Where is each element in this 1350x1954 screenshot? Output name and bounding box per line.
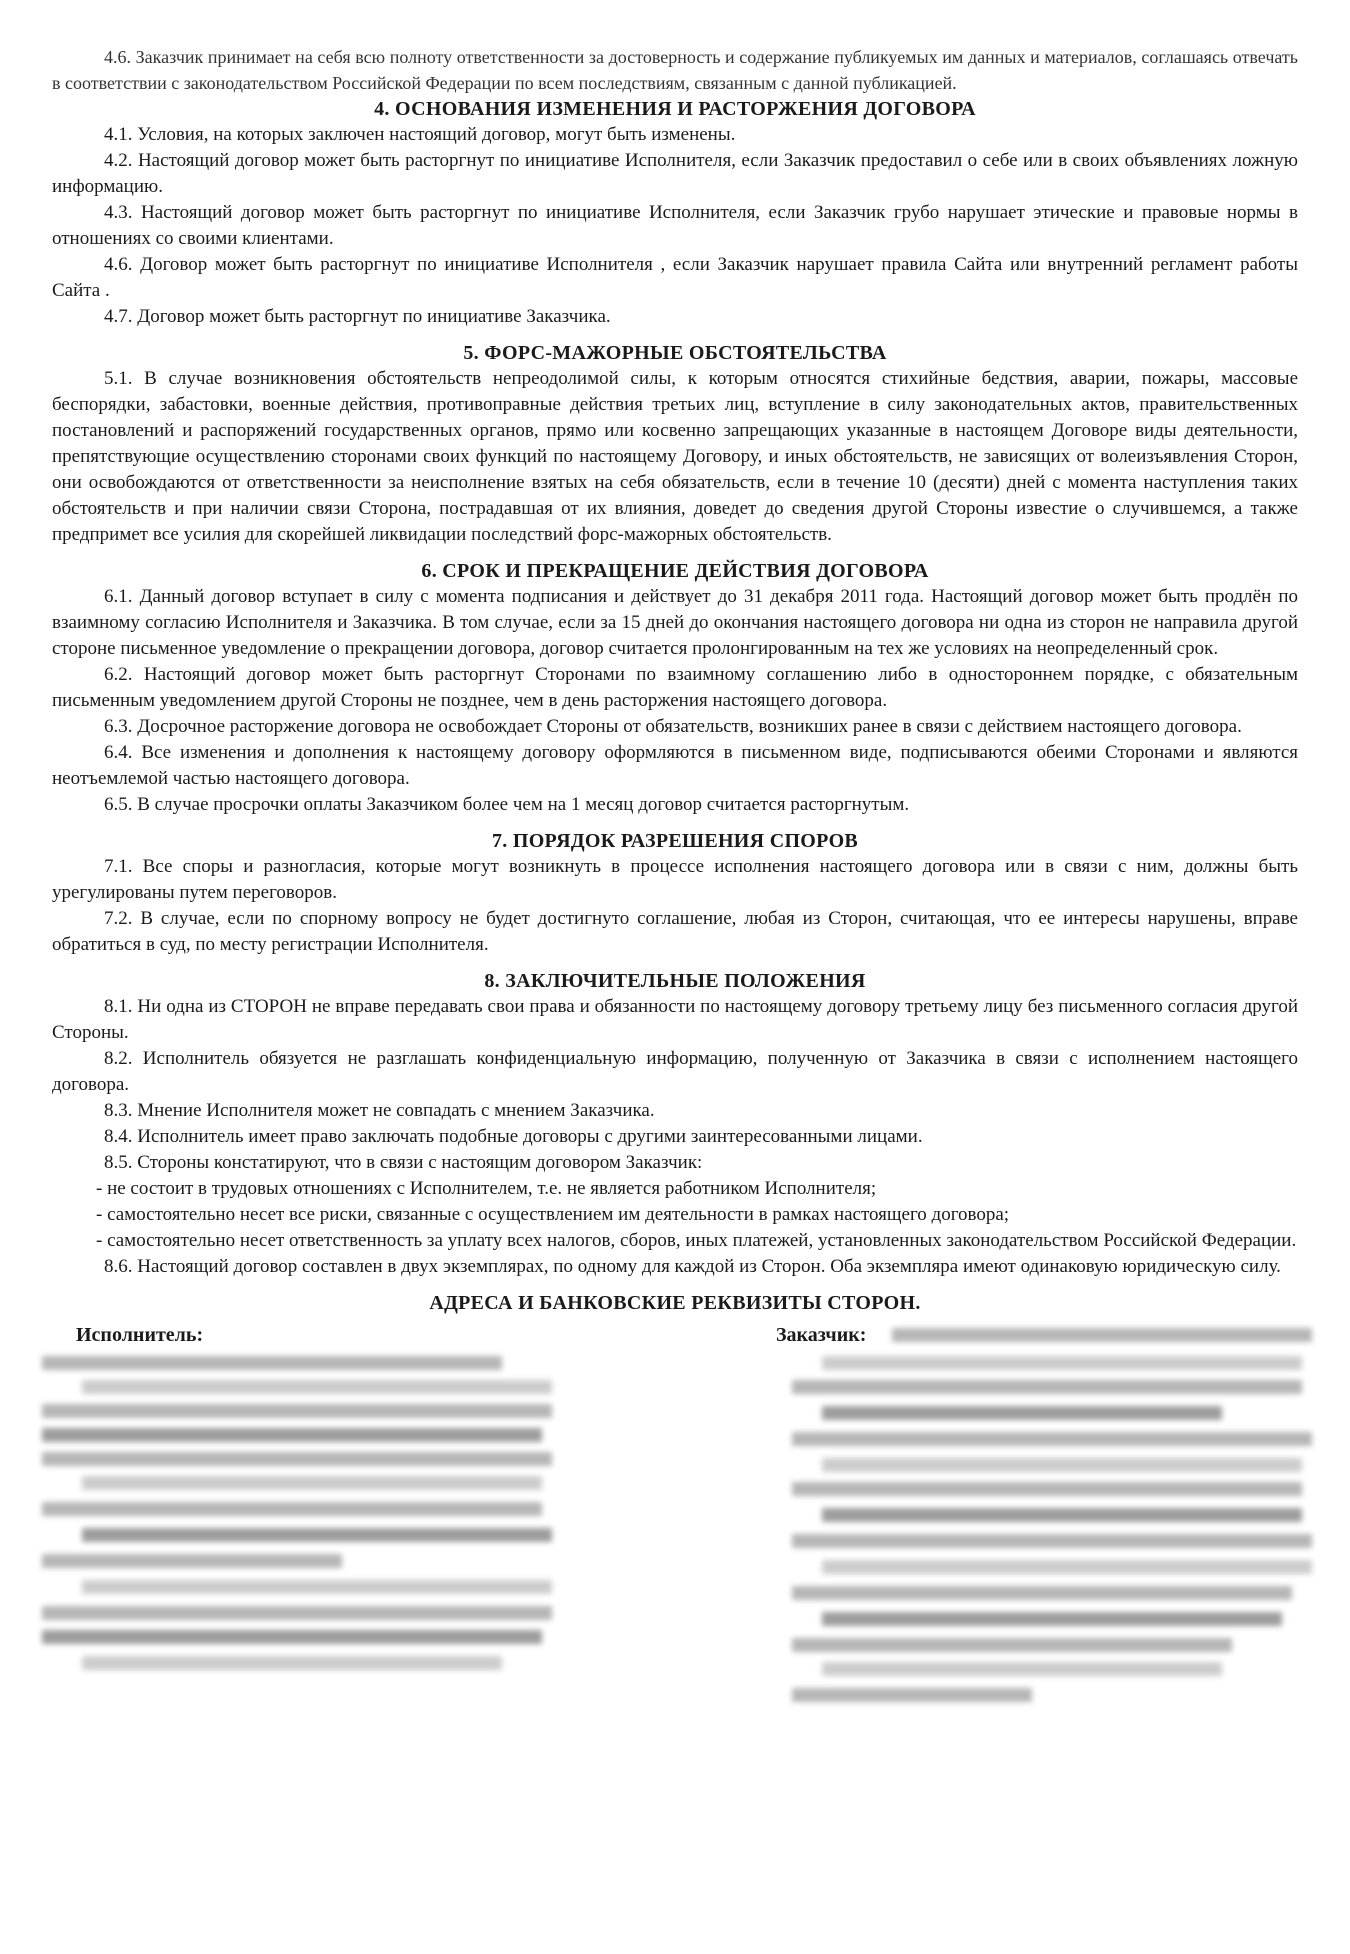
clause-6-5: 6.5. В случае просрочки оплаты Заказчиком более чем на 1 месяц договор считается расторгнутым.: [104, 794, 910, 815]
clause-4-1: 4.1. Условия, на которых заключен настоящий договор, могут быть изменены.: [104, 124, 736, 145]
customer-requisites-redacted: [672, 1322, 1350, 1792]
customer-label: Заказчик:: [776, 1324, 867, 1346]
clause-7-1: 7.1. Все споры и разногласия, которые могут возникнуть в процессе исполнения настоящего договора или в связи с ним, должны быть урегулированы путем переговоров.: [52, 856, 1298, 903]
clause-4-6-liability: 4.6. Заказчик принимает на себя всю полноту ответственности за достоверность и содержание публикуемых им данных и материалов, соглашаясь отвечать в соответствии с законодательством Российской Федерации по всем последствиям, связанным с данной публикацией.: [52, 47, 1298, 93]
clause-8-2: 8.2. Исполнитель обязуется не разглашать конфиденциальную информацию, полученную от Заказчика в связи с исполнением настоящего договора.: [52, 1048, 1298, 1095]
clause-4-3: 4.3. Настоящий договор может быть расторгнут по инициативе Исполнителя, если Заказчик грубо нарушает этические и правовые нормы в отношениях со своими клиентами.: [52, 202, 1298, 249]
section-6-title: 6. СРОК И ПРЕКРАЩЕНИЕ ДЕЙСТВИЯ ДОГОВОРА: [421, 560, 929, 582]
clause-6-4: 6.4. Все изменения и дополнения к настоящему договору оформляются в письменном виде, подписываются обеими Сторонами и являются неотъемлемой частью настоящего договора.: [52, 742, 1298, 789]
clause-8-5-item-2: - самостоятельно несет все риски, связанные с осуществлением им деятельности в рамках настоящего договора;: [96, 1204, 1010, 1225]
clause-8-4: 8.4. Исполнитель имеет право заключать подобные договоры с другими заинтересованными лицами.: [104, 1126, 923, 1147]
section-5-title: 5. ФОРС-МАЖОРНЫЕ ОБСТОЯТЕЛЬСТВА: [463, 342, 887, 364]
clause-4-6: 4.6. Договор может быть расторгнут по инициативе Исполнителя , если Заказчик нарушает правила Сайта или внутренний регламент работы Сайта .: [52, 254, 1298, 301]
clause-7-2: 7.2. В случае, если по спорному вопросу не будет достигнуто соглашение, любая из Сторон, считающая, что ее интересы нарушены, вправе обратиться в суд, по месту регистрации Исполнителя.: [52, 908, 1298, 955]
clause-8-1: 8.1. Ни одна из СТОРОН не вправе передавать свои права и обязанности по настоящему договору третьему лицу без письменного согласия другой Стороны.: [52, 996, 1298, 1043]
clause-8-5-item-3: - самостоятельно несет ответственность за уплату всех налогов, сборов, иных платежей, установленных законодательством Российской Федерации.: [96, 1230, 1297, 1251]
requisites-title: АДРЕСА И БАНКОВСКИЕ РЕКВИЗИТЫ СТОРОН.: [429, 1292, 921, 1314]
clause-4-7: 4.7. Договор может быть расторгнут по инициативе Заказчика.: [104, 306, 611, 327]
clause-8-5-item-1: - не состоит в трудовых отношениях с Исполнителем, т.е. не является работником Исполнителя;: [96, 1178, 877, 1199]
clause-6-1: 6.1. Данный договор вступает в силу с момента подписания и действует до 31 декабря 2011 года. Настоящий договор может быть продлён по взаимному согласию Исполнителя и Заказчика. В том случае, если за 15 дней до окончания настоящего договора ни одна из сторон не направила другой стороне письменное уведомление о прекращении договора, договор считается пролонгированным на тех же условиях на неопределенный срок.: [52, 586, 1298, 659]
section-8-title: 8. ЗАКЛЮЧИТЕЛЬНЫЕ ПОЛОЖЕНИЯ: [484, 970, 866, 992]
parties-requisites: [52, 1322, 1298, 1792]
clause-8-5: 8.5. Стороны констатируют, что в связи с настоящим договором Заказчик:: [104, 1152, 703, 1173]
clause-4-2: 4.2. Настоящий договор может быть расторгнут по инициативе Исполнителя, если Заказчик предоставил о себе или в своих объявлениях ложную информацию.: [52, 150, 1298, 197]
clause-8-3: 8.3. Мнение Исполнителя может не совпадать с мнением Заказчика.: [104, 1100, 655, 1121]
executor-label: Исполнитель:: [76, 1324, 204, 1346]
clause-6-3: 6.3. Досрочное расторжение договора не освобождает Стороны от обязательств, возникших ранее в связи с действием настоящего договора.: [104, 716, 1242, 737]
clause-6-2: 6.2. Настоящий договор может быть расторгнут Сторонами по взаимному соглашению либо в одностороннем порядке, с обязательным письменным уведомлением другой Стороны не позднее, чем в день расторжения настоящего договора.: [52, 664, 1298, 711]
executor-requisites-redacted: [52, 1322, 652, 1792]
clause-5-1: 5.1. В случае возникновения обстоятельств непреодолимой силы, к которым относятся стихийные бедствия, аварии, пожары, массовые беспорядки, забастовки, военные действия, противоправные действия третьих лиц, вступление в силу законодательных актов, правительственных постановлений и распоряжений государственных органов, прямо или косвенно запрещающих указанные в настоящем Договоре виды деятельности, препятствующие осуществлению сторонами своих функций по настоящему Договору, и иных обстоятельств, не зависящих от волеизъявления Сторон, они освобождаются от ответственности за неисполнение взятых на себя обязательств, если в течение 10 (десяти) дней с момента наступления таких обстоятельств и при наличии связи Сторона, пострадавшая от их влияния, доведет до сведения другой Стороны известие о случившемся, а также предпримет все усилия для скорейшей ликвидации последствий форс-мажорных обстоятельств.: [52, 368, 1298, 545]
section-4-title: 4. ОСНОВАНИЯ ИЗМЕНЕНИЯ И РАСТОРЖЕНИЯ ДОГОВОРА: [374, 98, 976, 120]
section-7-title: 7. ПОРЯДОК РАЗРЕШЕНИЯ СПОРОВ: [491, 830, 859, 852]
clause-8-6: 8.6. Настоящий договор составлен в двух экземплярах, по одному для каждой из Сторон. Оба экземпляра имеют одинаковую юридическую силу.: [104, 1256, 1281, 1277]
